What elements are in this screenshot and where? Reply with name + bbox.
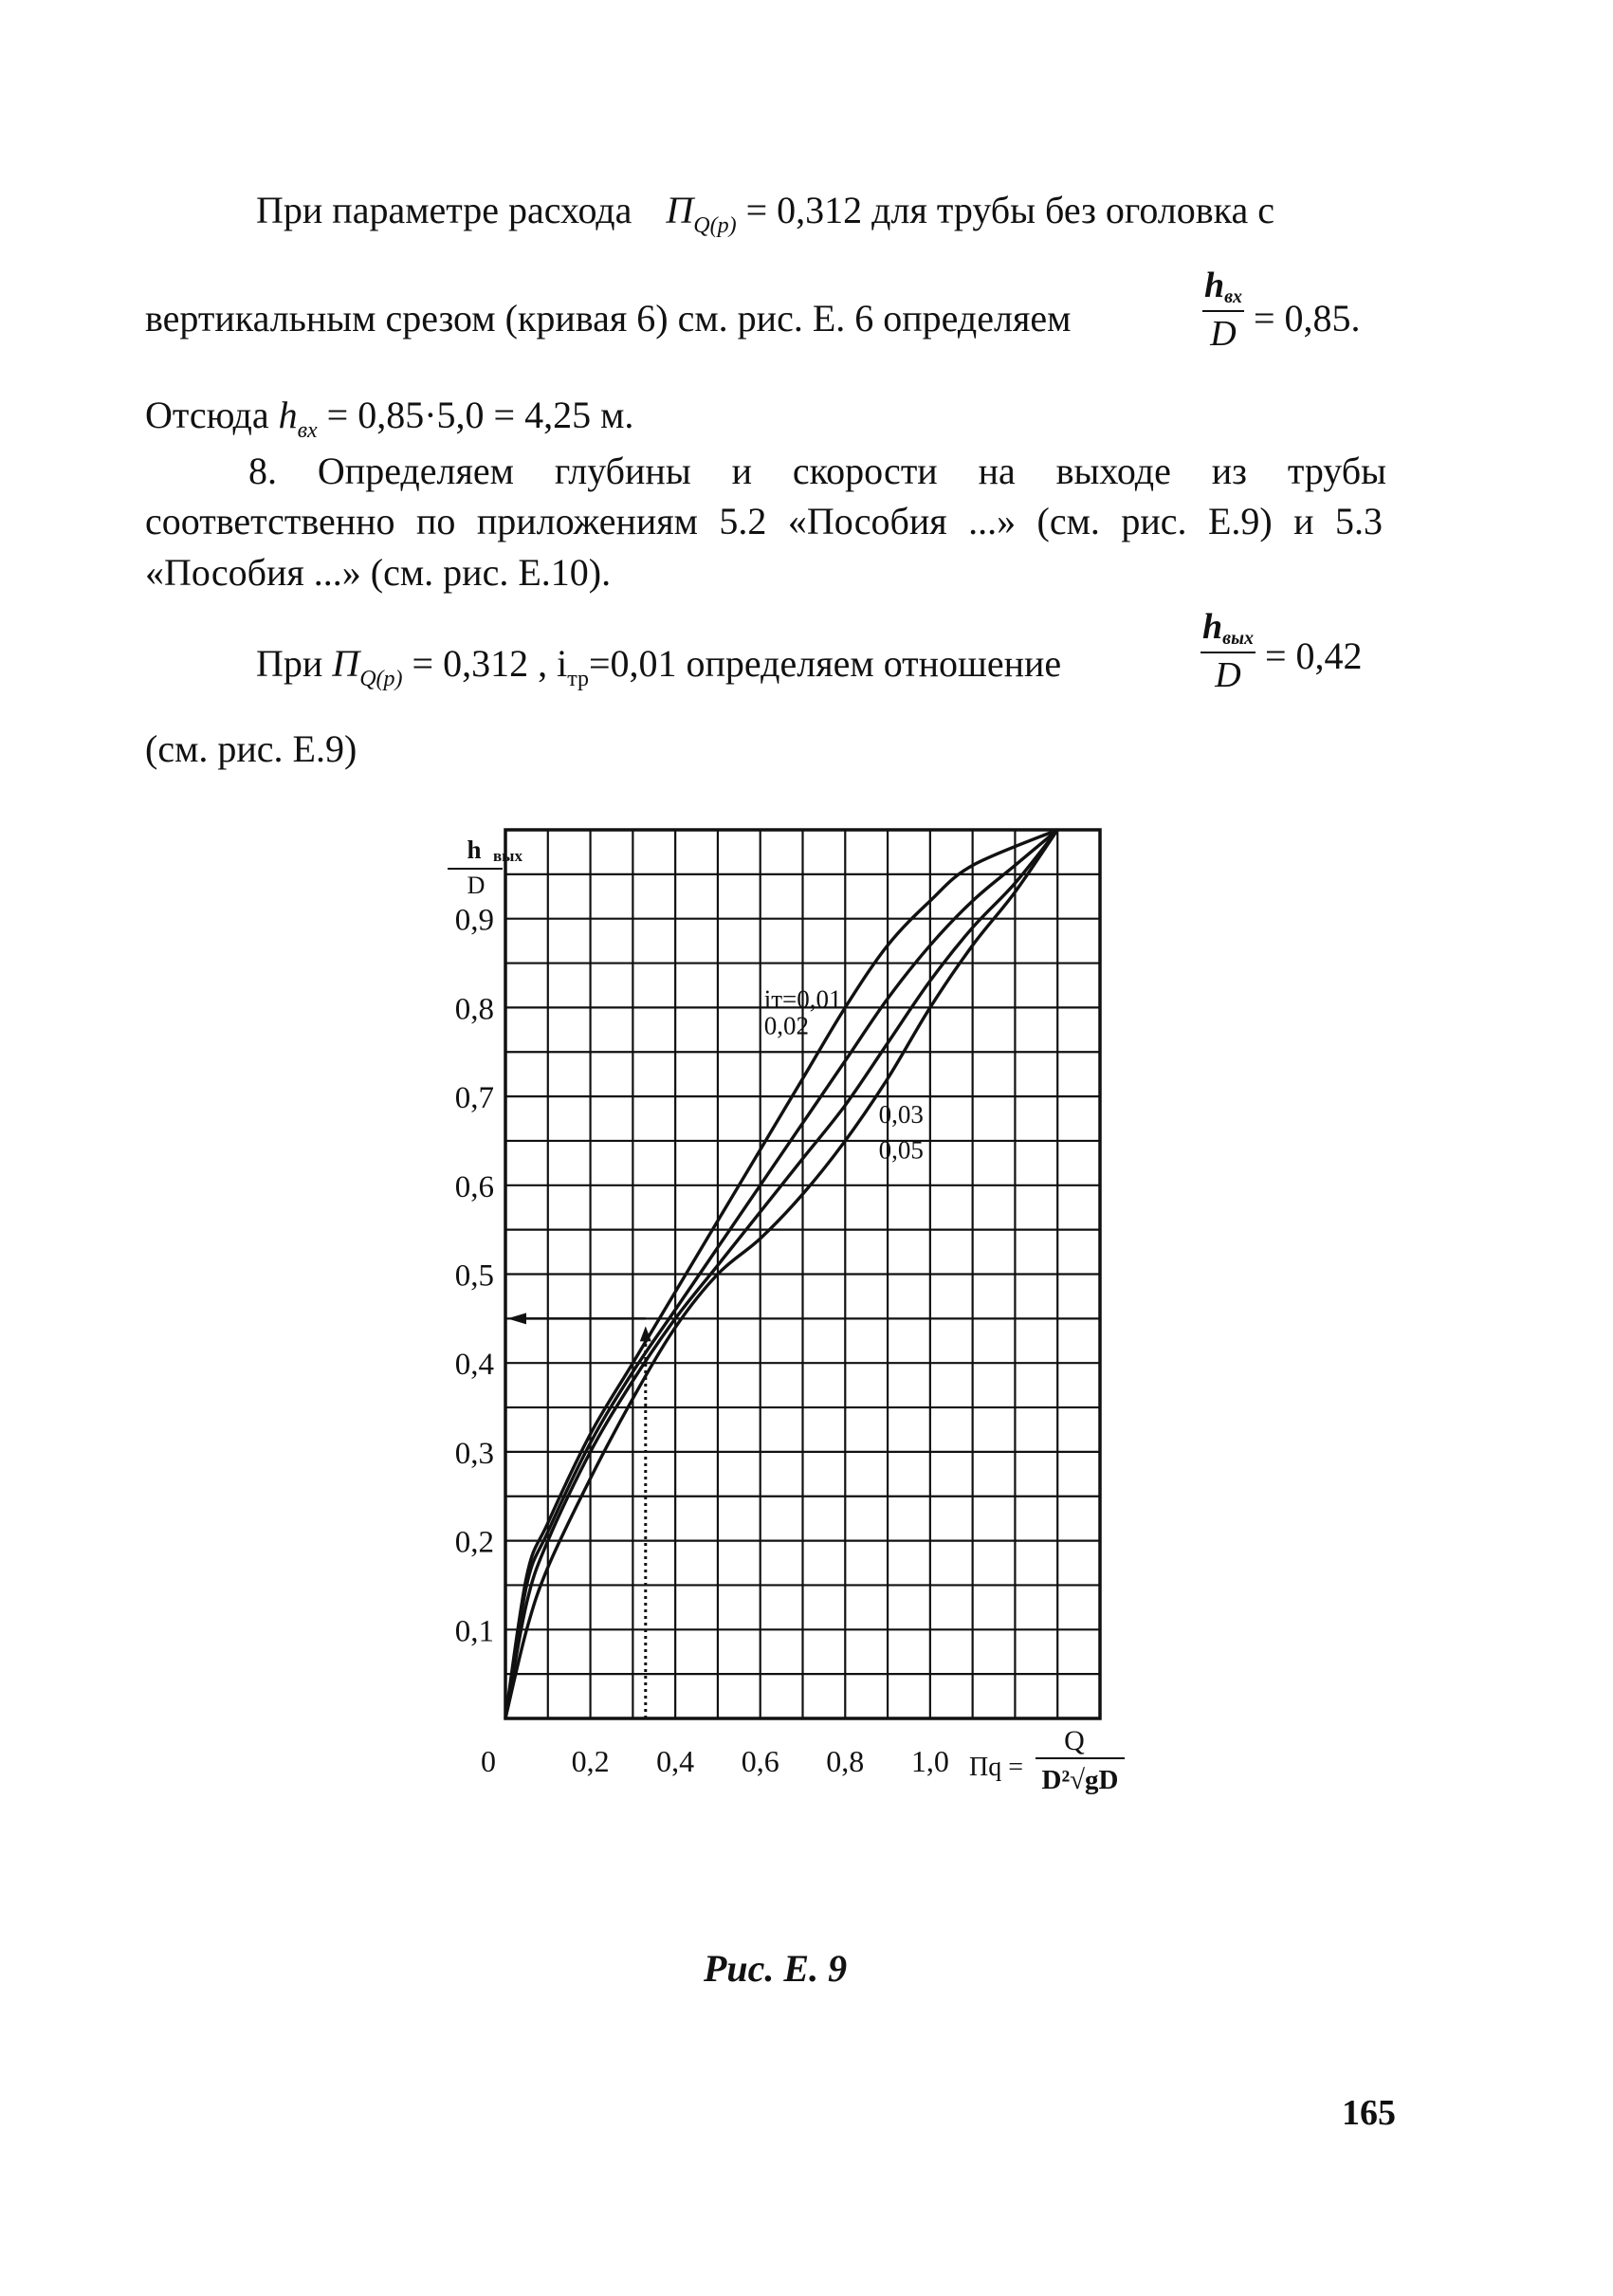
page-number: 165: [1342, 2093, 1396, 2133]
text-p5d: = 0,42: [1265, 634, 1363, 677]
text-p5c: =0,01 определяем отношение: [588, 642, 1062, 685]
text-p5a: При: [256, 642, 333, 685]
y-axis-label-numerator: h: [467, 836, 482, 864]
x-tick-label: 0,2: [571, 1744, 610, 1778]
y-tick-label: 0,8: [454, 992, 494, 1027]
text-p5b: = 0,312 , i: [402, 642, 568, 685]
y-tick-label: 0,4: [454, 1348, 494, 1383]
y-tick-label: 0,3: [454, 1436, 494, 1471]
y-tick-label: 0,1: [454, 1614, 494, 1649]
y-tick-label: 0,9: [454, 903, 494, 938]
chart-axis-labels: [448, 836, 1125, 1795]
symbol-pi: П: [666, 189, 694, 231]
symbol-subscript-tr: тр: [567, 667, 589, 691]
text-p3b: = 0,85·5,0 = 4,25 м.: [317, 394, 634, 436]
symbol-pi-2: П: [332, 642, 360, 685]
paragraph-1-line: [256, 189, 1274, 238]
fraction-denominator: D: [1210, 314, 1237, 354]
x-axis-label-numerator: Q: [1064, 1725, 1085, 1756]
y-axis-label-denominator: D: [467, 872, 486, 899]
x-tick-label: 1,0: [910, 1744, 949, 1778]
x-axis-label-prefix: Пq =: [969, 1753, 1024, 1782]
text-p1a: При параметре расхода: [256, 189, 632, 231]
x-tick-label: 0,4: [656, 1744, 695, 1778]
paragraph-6-line: (см. рис. Е.9): [145, 727, 357, 770]
text-p2a: вертикальным срезом (кривая 6) см. рис. Е. 6 определяем: [145, 297, 1072, 340]
fraction-numerator: h: [1203, 266, 1225, 305]
x-axis-label-denominator: D²√gD: [1041, 1765, 1119, 1795]
text-p1b: = 0,312 для трубы без оголовка с: [736, 189, 1274, 231]
y-axis-label-numerator-sub: вых: [493, 847, 522, 865]
x-tick-label: 0,6: [741, 1744, 779, 1778]
paragraph-4-line-1: 8. Определяем глубины и скорости на выходе из трубы: [248, 450, 1386, 492]
origin-label: 0: [481, 1744, 496, 1778]
fraction-2-numerator-sub: вых: [1222, 628, 1254, 649]
chart-ticks: [455, 904, 949, 1778]
y-tick-label: 0,2: [454, 1525, 494, 1560]
symbol-subscript: Q(p): [693, 213, 737, 238]
paragraph-4-line-3: «Пособия ...» (см. рис. Е.10).: [145, 551, 612, 594]
fraction-hvyx-over-d: [1201, 609, 1256, 693]
chart-guide: [507, 1313, 651, 1718]
fraction-hvx-over-d: [1202, 267, 1244, 352]
fraction-2-numerator: h: [1202, 607, 1223, 647]
series-label-2: 0,02: [763, 1011, 809, 1040]
fraction-numerator-sub: вх: [1224, 286, 1243, 307]
fraction-2-denominator: D: [1215, 655, 1241, 695]
y-tick-label: 0,6: [454, 1169, 494, 1204]
symbol-h-subscript: вх: [297, 418, 318, 443]
chart-grid: [505, 830, 1100, 1718]
guide-arrow-left: [507, 1313, 526, 1324]
paragraph-3-line: [145, 396, 633, 442]
symbol-subscript-2: Q(p): [359, 667, 403, 691]
text-p2b: = 0,85.: [1254, 297, 1361, 340]
figure-caption: Рис. Е. 9: [704, 1947, 848, 1990]
y-tick-label: 0,5: [454, 1258, 494, 1294]
x-tick-label: 0,8: [826, 1744, 865, 1778]
text-p3a: Отсюда: [145, 394, 279, 436]
symbol-h: h: [278, 394, 298, 436]
chart-fig-e9: [0, 797, 1613, 1802]
y-tick-label: 0,7: [454, 1081, 494, 1116]
series-label-4: 0,05: [878, 1135, 924, 1165]
paragraph-4-line-2: соответственно по приложениям 5.2 «Пособия ...» (см. рис. Е.9) и 5.3: [145, 500, 1383, 542]
series-label-3: 0,03: [878, 1100, 924, 1130]
paragraph-2-line: [145, 297, 1072, 340]
paragraph-5-line: [256, 642, 1062, 691]
series-label-1: iт=0,01: [763, 984, 842, 1014]
